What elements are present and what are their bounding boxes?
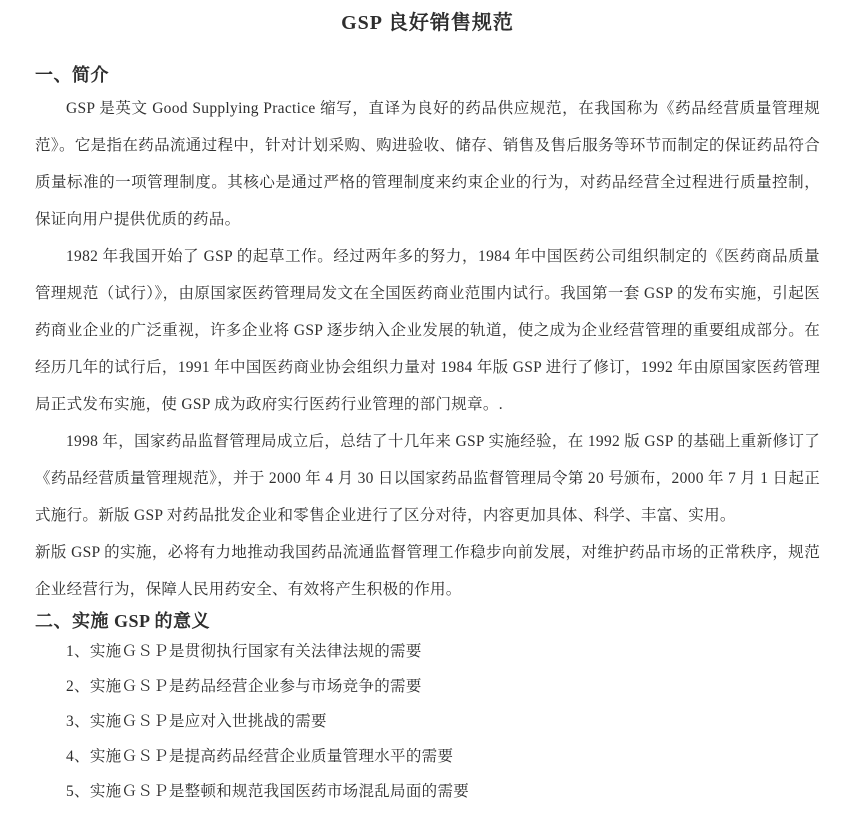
- significance-list-item-3: 3、实施ＧＳＰ是应对入世挑战的需要: [66, 713, 327, 730]
- significance-list-item-1: 1、实施ＧＳＰ是贯彻执行国家有关法律法规的需要: [66, 643, 422, 660]
- significance-list-item-2: 2、实施ＧＳＰ是药品经营企业参与市场竞争的需要: [66, 678, 422, 695]
- document-title: GSP 良好销售规范: [341, 12, 514, 34]
- section-1-paragraph-history-1982: 1982 年我国开始了 GSP 的起草工作。经过两年多的努力，1984 年中国医药公司组织制定的《医药商品质量管理规范（试行）》，由原国家医药管理局发文在全国医药商业范围内试行。我国第一套 GSP 的发布实施，引起医药商业企业的广泛重视，许多企业将 GSP 逐步纳入企业发展的轨道，使之成为企业经营管理的重要组成部分。在经历几年的试行后，1991 年中国医药商业协会组织力量对 1984 年版 GSP 进行了修订，1992 年由原国家医药管理局正式发布实施，使 GSP 成为政府实行医药行业管理的部门规章。.: [35, 248, 820, 413]
- significance-list-item-5: 5、实施ＧＳＰ是整顿和规范我国医药市场混乱局面的需要: [66, 783, 470, 800]
- section-1-heading: 一、简介: [35, 65, 109, 85]
- section-1-paragraph-intro: GSP 是英文 Good Supplying Practice 缩写，直译为良好的药品供应规范，在我国称为《药品经营质量管理规范》。它是指在药品流通过程中，针对计划采购、购进验收、储存、销售及售后服务等环节而制定的保证药品符合质量标准的一项管理制度。其核心是通过严格的管理制度来约束企业的行为，对药品经营全过程进行质量控制，保证向用户提供优质的药品。: [35, 100, 820, 228]
- section-2-heading: 二、实施 GSP 的意义: [35, 611, 211, 631]
- section-1-paragraph-new-gsp-impact: 新版 GSP 的实施，必将有力地推动我国药品流通监督管理工作稳步向前发展，对维护药品市场的正常秩序，规范企业经营行为，保障人民用药安全、有效将产生积极的作用。: [35, 544, 820, 598]
- significance-list-item-4: 4、实施ＧＳＰ是提高药品经营企业质量管理水平的需要: [66, 748, 454, 765]
- section-1-paragraph-revision-1998: 1998 年，国家药品监督管理局成立后，总结了十几年来 GSP 实施经验，在 1992 版 GSP 的基础上重新修订了《药品经营质量管理规范》，并于 2000 年 4 月 30 日以国家药品监督管理局令第 20 号颁布，2000 年 7 月 1 日起正式施行。新版 GSP 对药品批发企业和零售企业进行了区分对待，内容更加具体、科学、丰富、实用。: [35, 433, 820, 524]
